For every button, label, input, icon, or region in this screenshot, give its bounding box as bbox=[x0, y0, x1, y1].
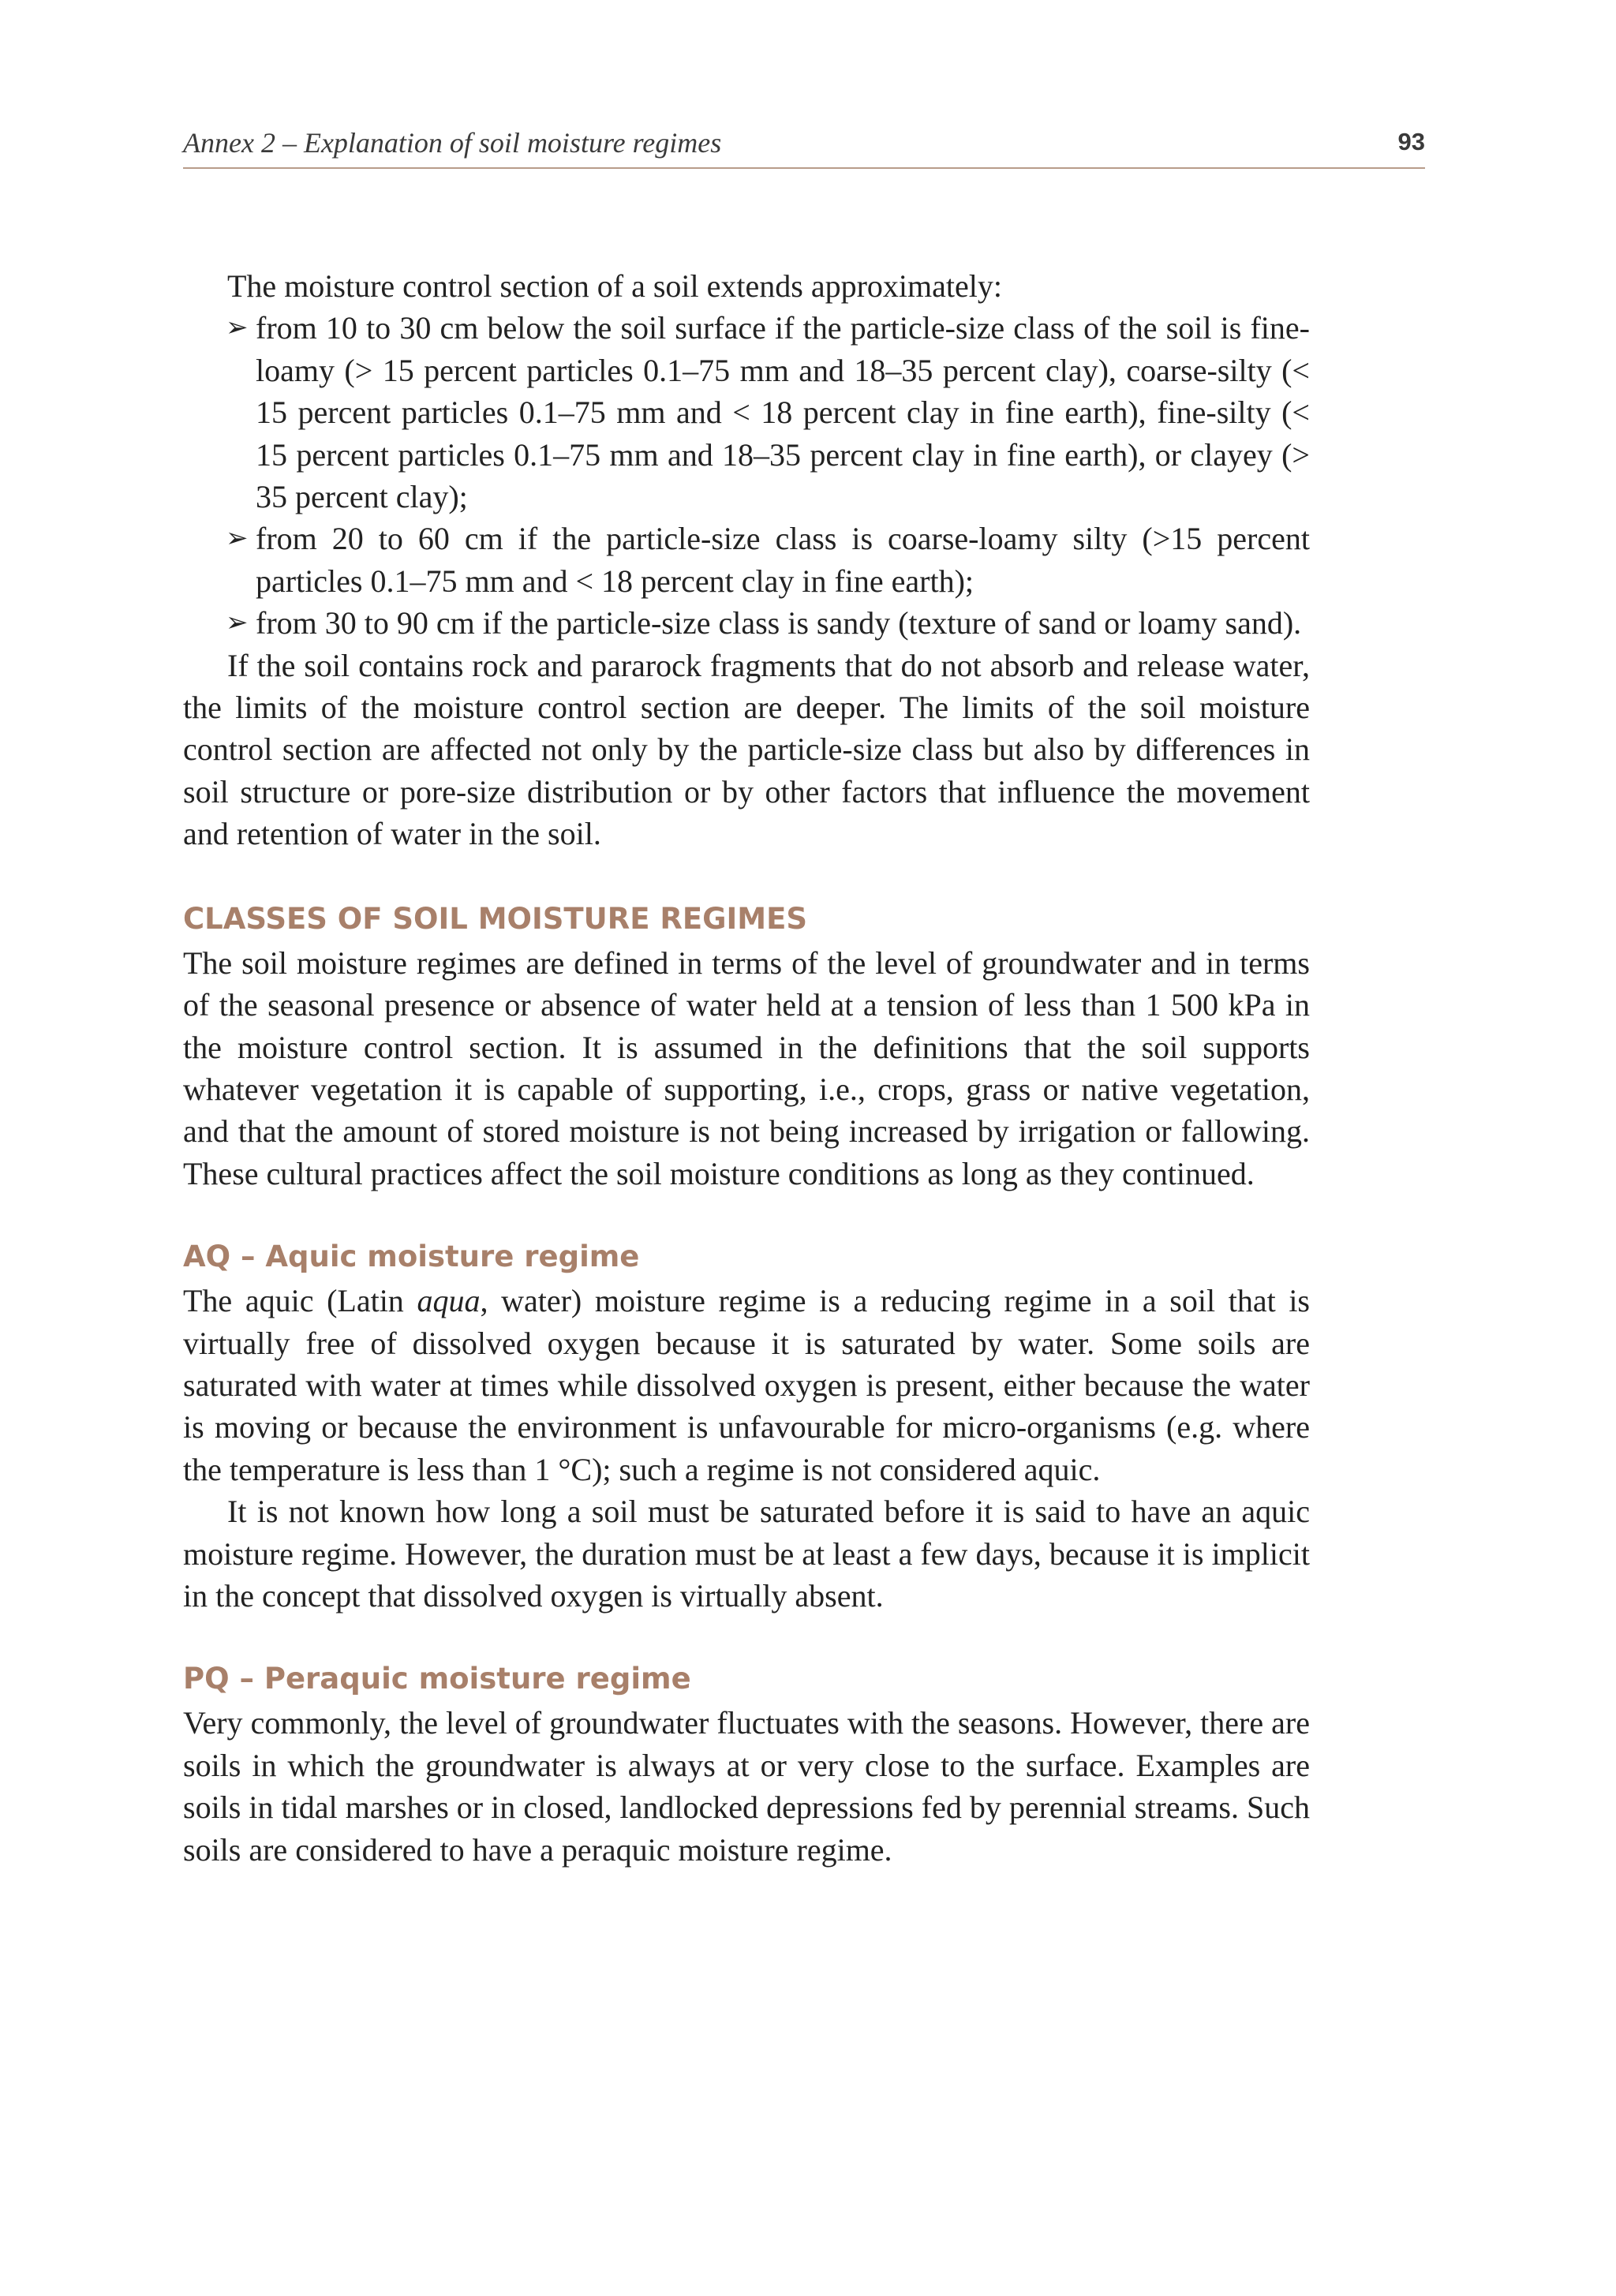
section-heading-classes: CLASSES OF SOIL MOISTURE REGIMES bbox=[183, 901, 808, 936]
page-body bbox=[183, 265, 1310, 1871]
arrowhead-bullet-icon: ➢ bbox=[226, 312, 249, 344]
list-item-text: from 20 to 60 cm if the particle-size class is coarse-loamy silty (>15 percent particles 0.1–75 mm and < 18 percent clay in fine earth); bbox=[256, 521, 1310, 599]
depth-range-list bbox=[183, 307, 1310, 644]
list-item bbox=[183, 518, 1310, 602]
aquic-paragraph-2: It is not known how long a soil must be saturated before it is said to have an aquic moisture regime. However, the duration must be at least a few days, because it is implicit in the concept that dissolved oxygen is virtually absent. bbox=[183, 1494, 1310, 1614]
section-heading-aquic: AQ – Aquic moisture regime bbox=[183, 1240, 640, 1274]
intro-closing-paragraph: If the soil contains rock and pararock fragments that do not absorb and release water, the limits of the moisture control section are deeper. The limits of the soil moisture control section are affected not only by the particle-size class but also by differences in soil structure or pore-size distribution or by other factors that influence the movement and retention of water in the soil. bbox=[183, 647, 1310, 852]
list-item-text: from 10 to 30 cm below the soil surface if the particle-size class of the soil is fine-loamy (> 15 percent particles 0.1–75 mm and 18–35 percent clay), coarse-silty (< 15 percent particles 0.1–75 mm and < 18 percent clay in fine earth), fine-silty (< 15 percent particles 0.1–75 mm and 18–35 percent clay in fine earth), or clayey (> 35 percent clay); bbox=[256, 310, 1310, 515]
list-item-text: from 30 to 90 cm if the particle-size class is sandy (texture of sand or loamy sand). bbox=[256, 605, 1302, 641]
section-heading-peraquic: PQ – Peraquic moisture regime bbox=[183, 1662, 691, 1696]
running-header-title: Annex 2 – Explanation of soil moisture regimes bbox=[183, 127, 722, 159]
running-header bbox=[183, 123, 1425, 169]
latin-term: aqua bbox=[417, 1283, 481, 1319]
aquic-text-before: The aquic (Latin bbox=[183, 1283, 417, 1319]
list-item bbox=[183, 307, 1310, 518]
aquic-text-after: , water) moisture regime is a reducing regime in a soil that is virtually free of dissolved oxygen because it is saturated by water. Some soils are saturated with water at times while dissolved oxygen is present, either because the water is moving or because the environment is unfavourable for micro-organisms (e.g. where the temperature is less than 1 °C); such a regime is not considered aquic. bbox=[183, 1283, 1310, 1487]
page-number: 93 bbox=[1397, 128, 1425, 155]
intro-lead: The moisture control section of a soil extends approximately: bbox=[227, 268, 1002, 304]
list-item bbox=[183, 602, 1310, 644]
arrowhead-bullet-icon: ➢ bbox=[226, 607, 249, 639]
aquic-paragraph-1 bbox=[183, 1280, 1310, 1490]
classes-paragraph: The soil moisture regimes are defined in terms of the level of groundwater and in terms of the seasonal presence or absence of water held at a tension of less than 1 500 kPa in the moisture control section. It is assumed in the definitions that the soil supports whatever vegetation it is capable of supporting, i.e., crops, grass or native vegetation, and that the amount of stored moisture is not being increased by irrigation or fallowing. These cultural practices affect the soil moisture conditions as long as they continued. bbox=[183, 944, 1310, 1191]
arrowhead-bullet-icon: ➢ bbox=[226, 522, 249, 555]
peraquic-paragraph: Very commonly, the level of groundwater fluctuates with the seasons. However, there are soils in which the groundwater is always at or very close to the surface. Examples are soils in tidal marshes or in closed, landlocked depressions fed by perennial streams. Such soils are considered to have a peraquic moisture regime. bbox=[183, 1705, 1310, 1868]
